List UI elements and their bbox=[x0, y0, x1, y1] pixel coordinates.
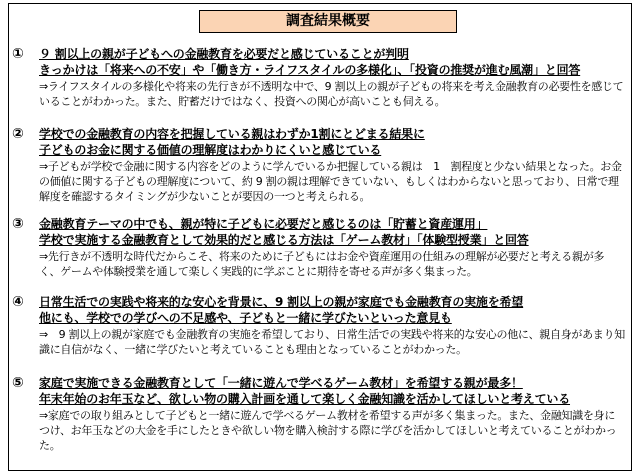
item-number: ⑤ bbox=[12, 375, 24, 391]
item-headline: 他にも、学校での学びへの不足感や、子どもと一緒に学びたいといった意見も bbox=[39, 311, 452, 325]
item-body: ⇒先行きが不透明な時代だからこそ、将来のために子どもにはお金や資産運用の仕組みの理解が必要だと考える親が多く、ゲームや体験授業を通して楽しく実践的に学ぶことに期待を寄せる声が多く集まった。 bbox=[39, 250, 605, 278]
item-headline: 学校で実施する金融教育として効果的だと感じる方法は「ゲーム教材」「体験型授業」と回答 bbox=[39, 233, 529, 247]
item-headline: 家庭で実施できる金融教育として「一緒に遊んで学べるゲーム教材」を希望する親が最多！ bbox=[39, 376, 523, 390]
item-headline: 年末年始のお年玉など、欲しい物の購入計画を通して楽しく金融知識を活かしてほしいと考えている bbox=[39, 392, 571, 406]
item-body: ⇒家庭での取り組みとして子どもと一緒に遊んで学べるゲーム教材を希望する声が多く集まった。また、金融知識を身につけ、お年玉などの大金を手にしたときや欲しい物を購入検討する際に学びを活かしてほしいと考えていることがわかった。 bbox=[39, 409, 617, 452]
item-headline: 学校での金融教育の内容を把握している親はわずか1割にとどまる結果に bbox=[39, 127, 425, 141]
item-headline: 子どものお金に関する価値の理解度はわかりにくいと感じている bbox=[39, 143, 382, 157]
item-body: ⇒子どもが学校で金融に関する内容をどのように学んでいるか把握している親は 1 割程度と少ない結果となった。お金の価値に関する子どもの理解度について、約 9 割の親は理解できていない、もしくはわからないと思っており、日常で理解度を確認するタイミングが少ないことが要因の一つと考えられる。 bbox=[39, 160, 622, 203]
page-title: 調査結果概要 bbox=[199, 10, 457, 33]
item-number: ③ bbox=[12, 216, 24, 232]
summary-frame bbox=[8, 3, 632, 471]
item-headline: ９ 割以上の親が子どもへの金融教育を必要だと感じていることが判明 bbox=[39, 47, 409, 61]
item-headline: きっかけは「将来への不安」や「働き方・ライフスタイルの多様化」、「投資の推奨が進む風潮」と回答 bbox=[39, 63, 581, 77]
item-body: ⇒ライフスタイルの多様化や将来の先行きが不透明な中で、9 割以上の親が子どもの将来を考え金融教育の必要性を感じていることがわかった。また、貯蓄だけではなく、投資への関心が高いことも伺える。 bbox=[39, 80, 624, 108]
item-body: ⇒ 9 割以上の親が家庭でも金融教育の実施を希望しており、日常生活での実践や将来的な安心の他に、親自身があまり知識に自信がなく、一緒に学びたいと考えていることも理由となっていることがわかった。 bbox=[39, 328, 625, 356]
item-number: ② bbox=[12, 126, 24, 142]
item-number: ④ bbox=[12, 294, 24, 310]
item-number: ① bbox=[12, 46, 24, 62]
item-headline: 金融教育テーマの中でも、親が特に子どもに必要だと感じるのは「貯蓄と資産運用」 bbox=[39, 217, 488, 231]
item-headline: 日常生活での実践や将来的な安心を背景に、9 割以上の親が家庭でも金融教育の実施を希望 bbox=[39, 295, 524, 309]
